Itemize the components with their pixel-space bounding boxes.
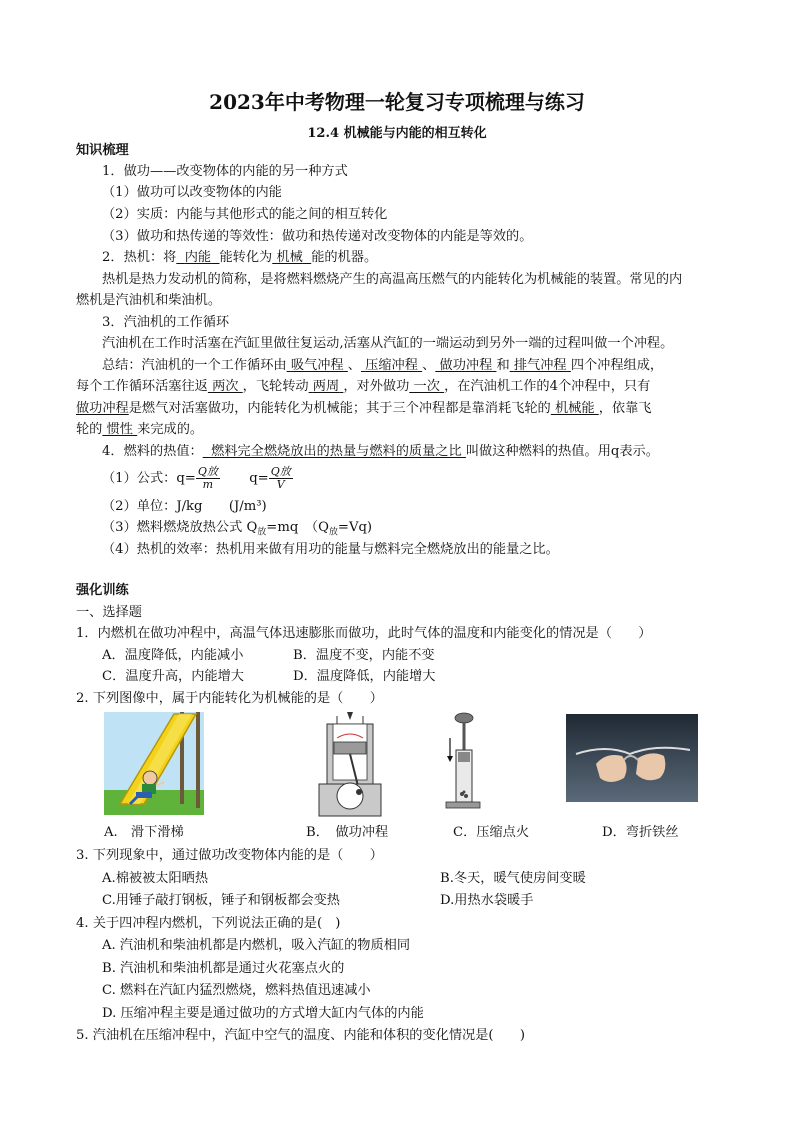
fraction-q-over-v <box>269 466 293 491</box>
efficiency-line: （4）热机的效率：热机用来做有用功的能量与燃料完全燃烧放出的能量之比。 <box>102 542 559 557</box>
text-span: ，飞轮转动 <box>242 379 309 394</box>
blank-answer <box>551 401 599 416</box>
knowledge-heading: 知识梳理 <box>76 143 129 158</box>
blank-text: 惯性 <box>106 422 133 437</box>
section-subtitle: 12.4 机械能与内能的相互转化 <box>307 126 487 141</box>
blank-text: 吸气冲程 <box>290 358 344 373</box>
blank-text: 两次 <box>212 379 239 394</box>
blank-text: 机械能 <box>554 401 595 416</box>
fraction-q-over-m <box>196 466 220 491</box>
bending-wire-figure <box>566 714 698 802</box>
q2-option-d: D．弯折铁丝 <box>602 825 679 840</box>
text-span: 每个工作循环活塞往返 <box>76 379 208 394</box>
q2-option-b: B． 做功冲程 <box>306 825 389 840</box>
knowledge-item-2 <box>102 249 377 267</box>
text-span: （3）燃料燃烧放热公式 Q <box>102 520 258 535</box>
text-span: q= <box>249 471 269 486</box>
q4-option-d: D. 压缩冲程主要是通过做功的方式增大缸内气体的内能 <box>102 1006 424 1021</box>
q2-option-a: A. 滑下滑梯 <box>104 825 184 840</box>
blank-text: 做功冲程 <box>439 358 493 373</box>
question-4: 4. 关于四冲程内燃机，下列说法正确的是( ) <box>76 916 341 931</box>
knowledge-item-1b: （2）实质：内能与其他形式的能之间的相互转化 <box>102 207 388 222</box>
blank-answer <box>409 379 444 394</box>
blank-answer <box>510 358 571 373</box>
text-span: 是燃气对活塞做功，内能转化为机械能；其于三个冲程都是靠消耗飞轮的 <box>128 401 551 416</box>
blank-text: 排气冲程 <box>513 358 567 373</box>
question-2: 2. 下列图像中，属于内能转化为机械能的是（ ） <box>76 691 383 706</box>
q1-option-a: A．温度降低，内能减小 <box>102 648 244 663</box>
text-span: 轮的 <box>76 422 103 437</box>
text-span: ，在汽油机工作的4个冲程中，只有 <box>444 379 651 394</box>
fraction-numerator: Q放 <box>270 465 291 478</box>
q1-option-b: B．温度不变，内能不变 <box>293 648 435 663</box>
formula-line <box>102 462 293 496</box>
knowledge-para-3: 汽油机在工作时活塞在汽缸里做往复运动,活塞从汽缸的一端运动到另外一端的过程叫做一个冲程。 <box>102 336 674 351</box>
question-5: 5. 汽油机在压缩冲程中，汽缸中空气的温度、内能和体积的变化情况是( ) <box>76 1028 526 1043</box>
blank-answer <box>208 379 243 394</box>
training-heading: 强化训练 <box>76 583 129 598</box>
blank-answer <box>102 422 137 437</box>
question-1: 1．内燃机在做功冲程中，高温气体迅速膨胀而做功，此时气体的温度和内能变化的情况是（ ） <box>76 626 652 641</box>
compression-ignition-figure <box>442 712 482 816</box>
knowledge-para-2b: 燃机是汽油机和柴油机。 <box>76 293 222 308</box>
blank-answer <box>309 379 344 394</box>
text-span: =mq （Q <box>266 520 329 535</box>
blank-answer <box>272 250 311 265</box>
fraction-numerator: Q放 <box>197 465 218 478</box>
q1-option-d: D．温度降低，内能增大 <box>293 669 436 684</box>
text-span: 、 <box>422 358 436 373</box>
text-span: 4．燃料的热值： <box>102 444 203 459</box>
summary-line-4 <box>76 421 203 439</box>
q4-option-b: B. 汽油机和柴油机都是通过火花塞点火的 <box>102 961 345 976</box>
summary-line-3 <box>76 400 651 418</box>
q3-option-b: B.冬天，暖气使房间变暖 <box>440 871 586 886</box>
text-span: 总结：汽油机的一个工作循环由 <box>102 358 287 373</box>
blank-text: 机械 <box>276 250 303 265</box>
q4-option-c: C. 燃料在汽缸内猛烈燃烧，燃料热值迅速减小 <box>102 983 371 998</box>
q3-option-a: A.棉被被太阳晒热 <box>102 871 209 886</box>
blank-text: 一次 <box>413 379 440 394</box>
text-span: （1）公式：q= <box>102 471 196 486</box>
blank-text: 内能 <box>184 250 212 265</box>
text-span: ，对外做功 <box>343 379 410 394</box>
fraction-denominator: V <box>276 478 285 491</box>
text-span: 叫做这种燃料的热值。用q表示。 <box>465 444 659 459</box>
blank-answer <box>361 358 422 373</box>
blank-answer <box>203 444 466 459</box>
knowledge-item-3: 3．汽油机的工作循环 <box>102 315 230 330</box>
blank-answer <box>176 250 219 265</box>
text-span: 、 <box>347 358 361 373</box>
section-label: 一、选择题 <box>76 605 142 620</box>
q3-option-c: C.用锤子敲打钢板，锤子和钢板都会变热 <box>102 893 340 908</box>
blank-answer <box>435 358 496 373</box>
text-span: 能的机器。 <box>311 250 378 265</box>
text-span: 2．热机：将 <box>102 250 177 265</box>
blank-text: 燃料完全燃烧放出的热量与燃料的质量之比 <box>211 444 462 459</box>
summary-line-1 <box>102 357 663 375</box>
q1-option-c: C．温度升高，内能增大 <box>102 669 244 684</box>
subscript: 放 <box>257 527 267 538</box>
text-span: =Vq) <box>337 520 373 535</box>
fraction-denominator: m <box>202 478 214 491</box>
text-span: 来完成的。 <box>137 422 204 437</box>
knowledge-item-1a: （1）做功可以改变物体的内能 <box>102 185 282 200</box>
text-span: 四个冲程组成， <box>570 358 664 373</box>
blank-text: 两周 <box>312 379 340 394</box>
text-span: ，依靠飞 <box>598 401 652 416</box>
subscript: 放 <box>328 527 338 538</box>
slide-figure <box>104 712 204 815</box>
knowledge-item-4 <box>102 443 659 461</box>
knowledge-item-1: 1．做功——改变物体的内能的另一种方式 <box>102 164 348 179</box>
question-3: 3. 下列现象中，通过做功改变物体内能的是（ ） <box>76 848 383 863</box>
summary-line-2 <box>76 378 650 396</box>
q2-option-c: C．压缩点火 <box>453 825 530 840</box>
knowledge-item-1c: （3）做功和热传递的等效性：做功和热传递对改变物体的内能是等效的。 <box>102 229 533 244</box>
engine-power-stroke-figure <box>313 712 387 820</box>
knowledge-para-2a: 热机是热力发动机的简称，是将燃料燃烧产生的高温高压燃气的内能转化为机械能的装置。常见的内 <box>102 272 683 287</box>
text-span: 和 <box>496 358 510 373</box>
q4-option-a: A. 汽油机和柴油机都是内燃机，吸入汽缸的物质相同 <box>102 938 411 953</box>
heat-formula-line <box>102 519 372 542</box>
q3-option-d: D.用热水袋暖手 <box>440 893 534 908</box>
page-title: 2023年中考物理一轮复习专项梳理与练习 <box>209 90 585 114</box>
blank-text: 压缩冲程 <box>365 358 418 373</box>
blank-answer <box>287 358 348 373</box>
text-span: 能转化为 <box>219 250 273 265</box>
unit-line: （2）单位：J/kg (J/m³) <box>102 499 267 514</box>
blank-answer: 做功冲程 <box>76 401 129 416</box>
